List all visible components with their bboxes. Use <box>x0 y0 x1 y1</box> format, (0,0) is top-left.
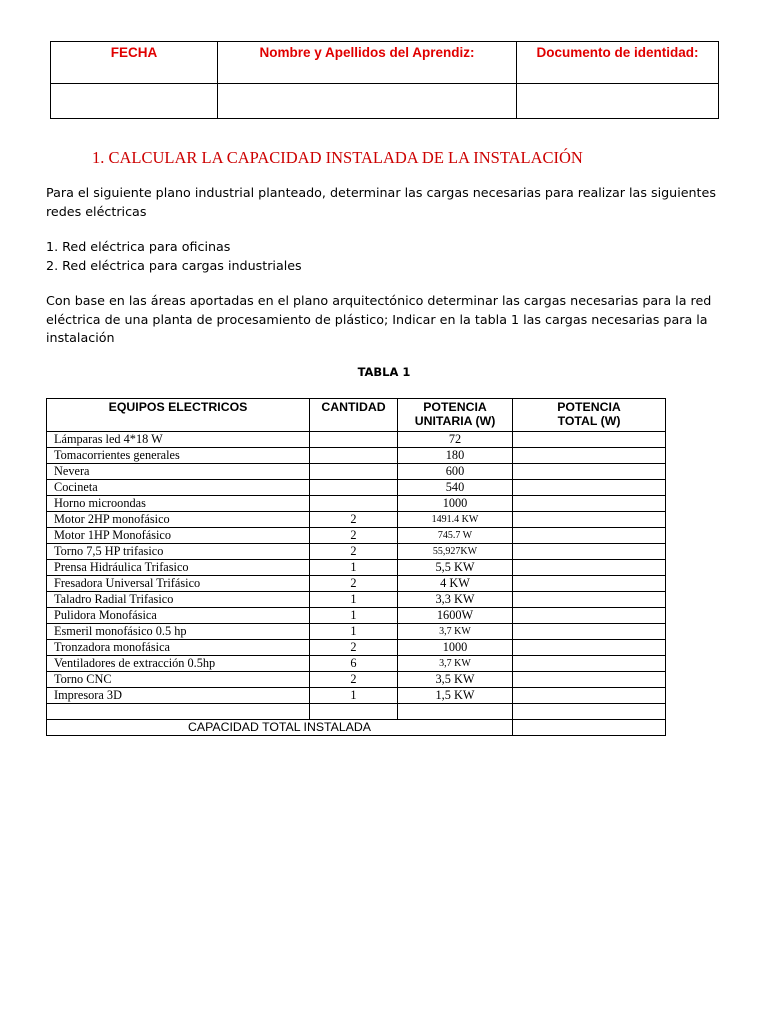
body-line: Con base en las áreas aportadas en el plano arquitectónico determinar las cargas necesarias para la red <box>46 293 712 308</box>
table-row <box>47 672 666 688</box>
potencia-cell: 1,5 KW <box>398 688 513 704</box>
list-item: 1. Red eléctrica para oficinas <box>46 239 231 254</box>
equipo-cell: Taladro Radial Trifasico <box>47 592 310 608</box>
cantidad-cell: 2 <box>310 672 398 688</box>
total-cell <box>513 704 666 720</box>
col-header-potencia-total: POTENCIA TOTAL (W) <box>513 399 666 432</box>
section-title: 1. CALCULAR LA CAPACIDAD INSTALADA DE LA INSTALACIÓN <box>92 148 583 167</box>
body-line: instalación <box>46 330 115 345</box>
intro-paragraph <box>46 184 726 221</box>
potencia-cell: 600 <box>398 464 513 480</box>
potencia-cell: 5,5 KW <box>398 560 513 576</box>
table-row <box>47 592 666 608</box>
potencia-cell: 3,7 KW <box>398 624 513 640</box>
cantidad-cell <box>310 464 398 480</box>
equipo-cell: Esmeril monofásico 0.5 hp <box>47 624 310 640</box>
col-header-potencia-unitaria: POTENCIA UNITARIA (W) <box>398 399 513 432</box>
potencia-cell: 72 <box>398 432 513 448</box>
potencia-cell: 540 <box>398 480 513 496</box>
total-cell <box>513 592 666 608</box>
table-row <box>47 576 666 592</box>
total-row <box>47 720 666 736</box>
loads-table <box>46 398 666 736</box>
potencia-cell: 3,7 KW <box>398 656 513 672</box>
table-caption: TABLA 1 <box>357 365 411 379</box>
nombre-label: Nombre y Apellidos del Aprendiz: <box>218 42 517 84</box>
body-paragraph <box>46 292 726 348</box>
equipo-cell: Impresora 3D <box>47 688 310 704</box>
total-cell <box>513 672 666 688</box>
total-cell <box>513 560 666 576</box>
table-row-empty <box>47 704 666 720</box>
table-row <box>47 608 666 624</box>
total-cell <box>513 608 666 624</box>
table-row <box>47 688 666 704</box>
potencia-cell <box>398 704 513 720</box>
equipo-cell: Prensa Hidráulica Trifasico <box>47 560 310 576</box>
total-cell <box>513 528 666 544</box>
documento-field[interactable] <box>517 84 719 119</box>
potencia-cell: 1000 <box>398 640 513 656</box>
potencia-cell: 1600W <box>398 608 513 624</box>
total-cell <box>513 480 666 496</box>
total-value-cell <box>513 720 666 736</box>
equipo-cell: Pulidora Monofásica <box>47 608 310 624</box>
table-row <box>47 448 666 464</box>
potencia-cell: 3,3 KW <box>398 592 513 608</box>
cantidad-cell: 1 <box>310 560 398 576</box>
total-cell <box>513 688 666 704</box>
cantidad-cell <box>310 448 398 464</box>
cantidad-cell: 1 <box>310 688 398 704</box>
potencia-cell: 1000 <box>398 496 513 512</box>
cantidad-cell <box>310 480 398 496</box>
col-header-cantidad: CANTIDAD <box>310 399 398 432</box>
equipo-cell <box>47 704 310 720</box>
cantidad-cell: 2 <box>310 512 398 528</box>
equipo-cell: Ventiladores de extracción 0.5hp <box>47 656 310 672</box>
col-header-equipos: EQUIPOS ELECTRICOS <box>47 399 310 432</box>
table-row <box>47 464 666 480</box>
potencia-cell: 180 <box>398 448 513 464</box>
table-header-row <box>47 399 666 432</box>
fecha-field[interactable] <box>51 84 218 119</box>
equipo-cell: Torno 7,5 HP trifasico <box>47 544 310 560</box>
header-label-row <box>51 42 719 84</box>
table-row <box>47 656 666 672</box>
equipo-cell: Lámparas led 4*18 W <box>47 432 310 448</box>
cantidad-cell: 2 <box>310 544 398 560</box>
total-cell <box>513 656 666 672</box>
cantidad-cell: 2 <box>310 640 398 656</box>
equipo-cell: Torno CNC <box>47 672 310 688</box>
equipo-cell: Tomacorrientes generales <box>47 448 310 464</box>
total-cell <box>513 640 666 656</box>
equipo-cell: Motor 1HP Monofásico <box>47 528 310 544</box>
network-list <box>46 238 726 275</box>
equipo-cell: Horno microondas <box>47 496 310 512</box>
total-cell <box>513 624 666 640</box>
table-row <box>47 512 666 528</box>
table-row <box>47 496 666 512</box>
potencia-cell: 55,927KW <box>398 544 513 560</box>
list-item: 2. Red eléctrica para cargas industriales <box>46 257 302 273</box>
total-label: CAPACIDAD TOTAL INSTALADA <box>47 720 513 736</box>
total-cell <box>513 432 666 448</box>
cantidad-cell: 1 <box>310 608 398 624</box>
nombre-field[interactable] <box>218 84 517 119</box>
potencia-cell: 745.7 W <box>398 528 513 544</box>
potencia-cell: 4 KW <box>398 576 513 592</box>
table-row <box>47 560 666 576</box>
equipo-cell: Tronzadora monofásica <box>47 640 310 656</box>
equipo-cell: Nevera <box>47 464 310 480</box>
cantidad-cell: 6 <box>310 656 398 672</box>
table-row <box>47 624 666 640</box>
total-cell <box>513 448 666 464</box>
table-row <box>47 432 666 448</box>
intro-line: redes eléctricas <box>46 203 147 219</box>
cantidad-cell <box>310 432 398 448</box>
cantidad-cell <box>310 704 398 720</box>
total-cell <box>513 464 666 480</box>
table-row <box>47 480 666 496</box>
total-cell <box>513 576 666 592</box>
intro-line: Para el siguiente plano industrial planteado, determinar las cargas necesarias para realizar las siguientes <box>46 185 716 200</box>
equipo-cell: Cocineta <box>47 480 310 496</box>
total-cell <box>513 512 666 528</box>
potencia-cell: 1491.4 KW <box>398 512 513 528</box>
table-row <box>47 640 666 656</box>
cantidad-cell: 1 <box>310 592 398 608</box>
total-cell <box>513 496 666 512</box>
cantidad-cell: 2 <box>310 576 398 592</box>
table-row <box>47 528 666 544</box>
table-row <box>47 544 666 560</box>
cantidad-cell: 2 <box>310 528 398 544</box>
header-table <box>50 41 719 119</box>
cantidad-cell: 1 <box>310 624 398 640</box>
total-cell <box>513 544 666 560</box>
cantidad-cell <box>310 496 398 512</box>
body-line: eléctrica de una planta de procesamiento de plástico; Indicar en la tabla 1 las cargas necesarias para la <box>46 311 708 327</box>
equipo-cell: Motor 2HP monofásico <box>47 512 310 528</box>
equipo-cell: Fresadora Universal Trifásico <box>47 576 310 592</box>
header-input-row <box>51 84 719 119</box>
documento-label: Documento de identidad: <box>517 42 719 84</box>
fecha-label: FECHA <box>51 42 218 84</box>
potencia-cell: 3,5 KW <box>398 672 513 688</box>
